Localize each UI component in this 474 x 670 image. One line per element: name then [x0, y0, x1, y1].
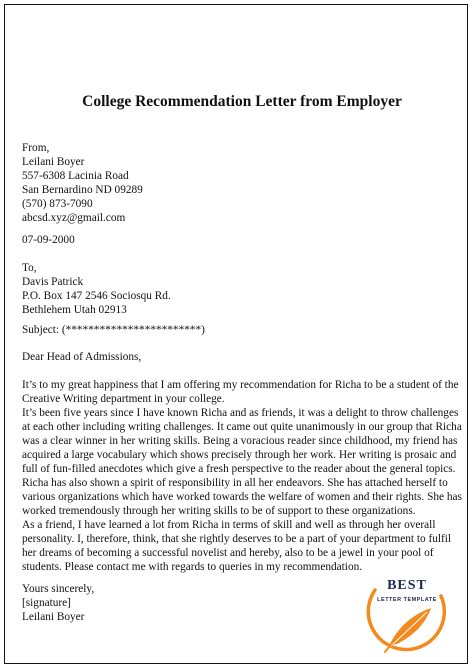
recipient-block	[22, 261, 467, 317]
logo-word: BEST	[387, 578, 427, 593]
valediction: Yours sincerely,	[22, 583, 95, 595]
recipient-name: Davis Patrick	[22, 276, 84, 288]
sender-email: abcsd.xyz@gmail.com	[22, 212, 126, 224]
logo-tagline: LETTER TEMPLATE	[377, 597, 437, 603]
letter-date	[22, 233, 467, 247]
sender-from-label: From,	[22, 142, 50, 154]
body-line: Richa has also shown a spirit of responsibility in all her endeavors. She has attached herself to	[22, 477, 448, 489]
sender-city: San Bernardino ND 09289	[22, 184, 143, 196]
subject-text: Subject: (************************)	[22, 324, 205, 336]
subject-line	[22, 323, 467, 337]
body-line: acquired a large vocabulary which shows precisely through her work. Her writing is prosaic and	[22, 449, 457, 461]
recipient-address: P.O. Box 147 2546 Sociosqu Rd.	[22, 290, 171, 302]
recipient-to-label: To,	[22, 262, 37, 274]
sender-phone: (570) 873-7090	[22, 198, 93, 210]
body-line: students. Please contact me with regards to queries in my recommendation.	[22, 561, 363, 573]
sender-street: 557-6308 Lacinia Road	[22, 170, 129, 182]
body-line: Creative Writing department in your college.	[22, 393, 225, 405]
sender-name: Leilani Boyer	[22, 156, 85, 168]
body-paragraphs	[22, 378, 467, 574]
salutation-text: Dear Head of Admissions,	[22, 351, 142, 363]
body-line: various organizations which have worked towards the welfare of women and their rights. She has	[22, 491, 462, 503]
body-line: As a friend, I have learned a lot from Richa in terms of skill and well as through her overall	[22, 519, 436, 531]
body-line: personality. I, therefore, think, that she rightly deserves to be a part of your department to fulfil	[22, 533, 452, 545]
body-line: worked tremendously through her writing skills to be of support to these organizations.	[22, 505, 416, 517]
body-line: It’s to my great happiness that I am offering my recommendation for Richa to be a student of the	[22, 379, 459, 391]
best-letter-template-logo	[361, 568, 453, 660]
body-line: her dreams of becoming a successful novelist and hereby, also to be a jewel in your pool of	[22, 547, 434, 559]
letter-title: College Recommendation Letter from Employer	[82, 93, 402, 110]
sender-block	[22, 141, 467, 225]
letter-page	[4, 4, 468, 664]
recipient-city: Bethlehem Utah 02913	[22, 304, 127, 316]
body-line: at each other including writing challenges. It came out quite unanimously in our group that Richa	[22, 421, 462, 433]
closing-name: Leilani Boyer	[22, 611, 85, 623]
salutation	[22, 350, 467, 364]
body-line: It’s been five years since I have known Richa and as friends, it was a delight to throw challenges	[22, 407, 459, 419]
date-text: 07-09-2000	[22, 234, 75, 246]
body-line: was a clear winner in her writing skills. Being a voracious reader since childhood, my friend has	[22, 435, 458, 447]
body-line: full of fun-filled anecdotes which give a fresh perspective to the reader about the general topics.	[22, 463, 456, 475]
signature-placeholder: [signature]	[22, 597, 71, 609]
